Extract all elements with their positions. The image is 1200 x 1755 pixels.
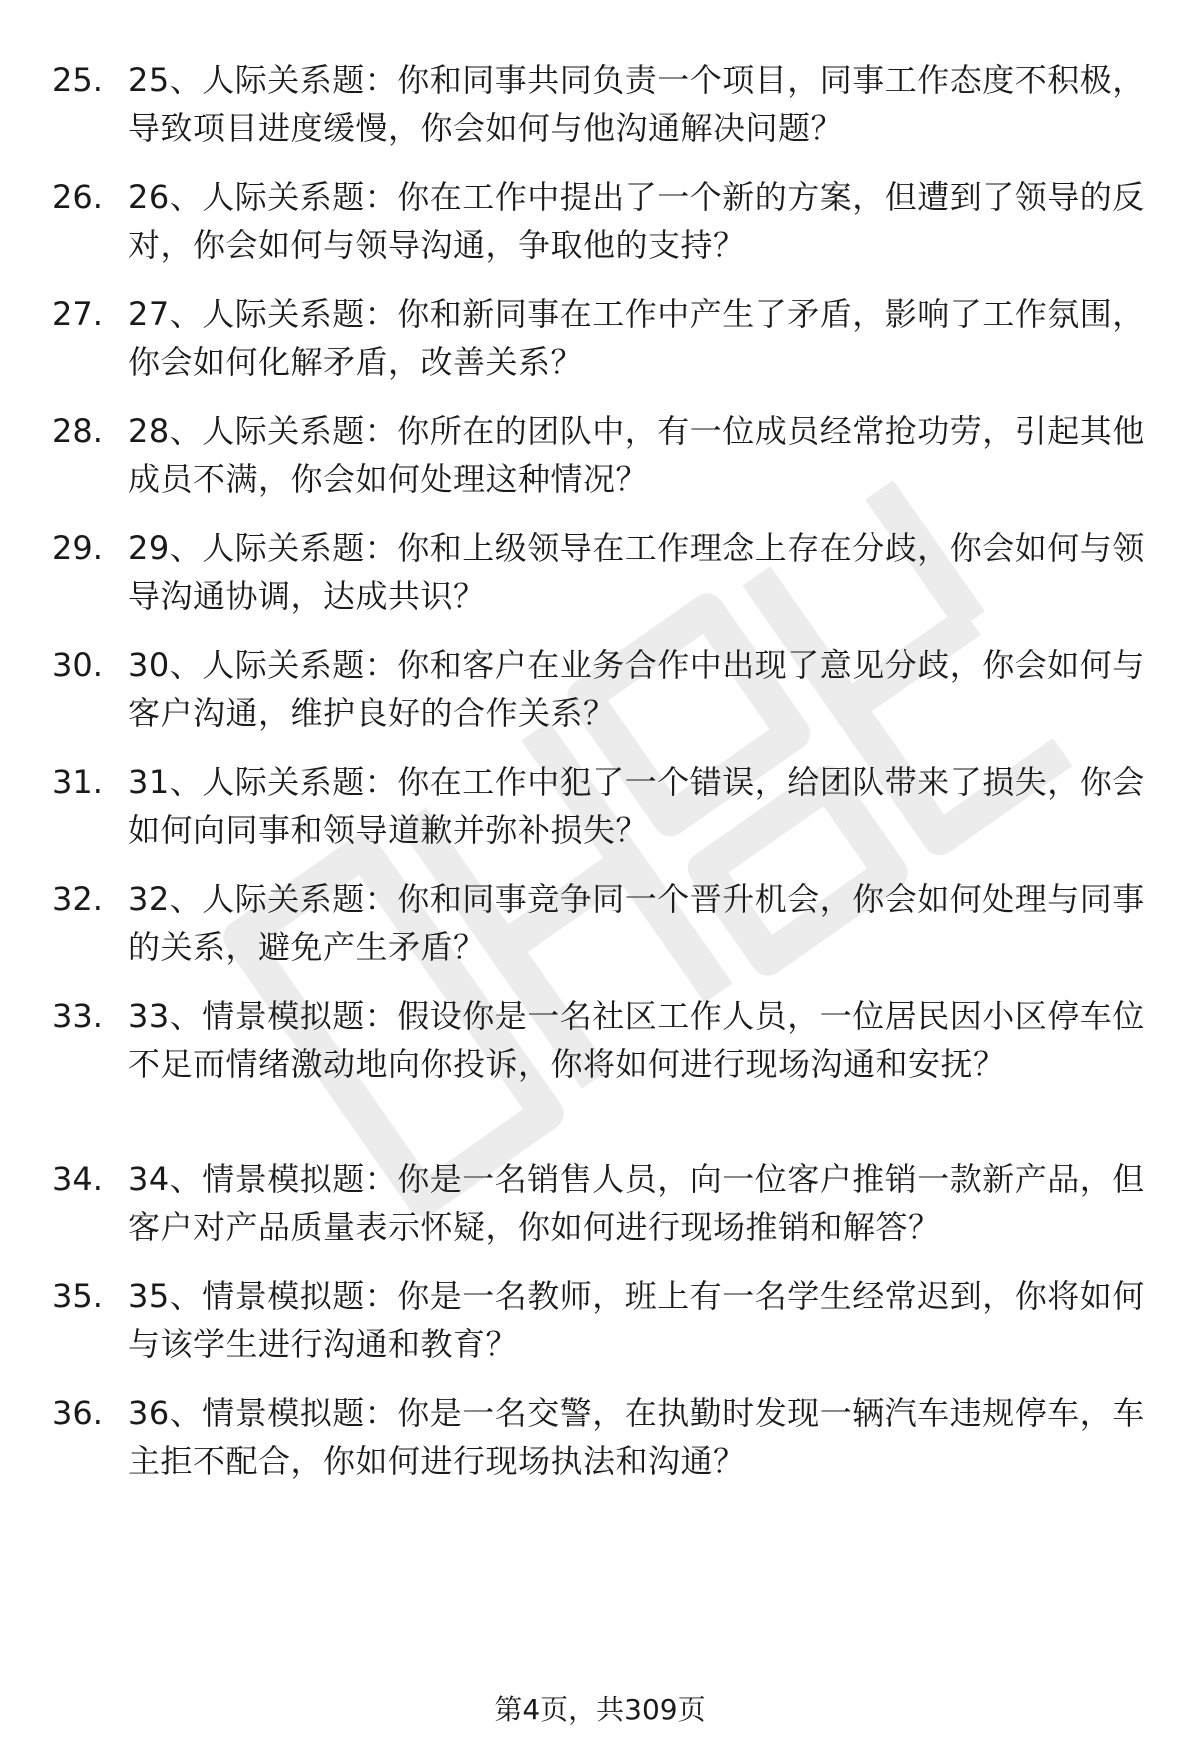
- question-text: 30、人际关系题：你和客户在业务合作中出现了意见分歧，你会如何与客户沟通，维护良好的合作关系？: [128, 646, 1145, 732]
- question-number: 25.: [52, 61, 103, 99]
- question-text: 28、人际关系题：你所在的团队中，有一位成员经常抢功劳，引起其他成员不满，你会如何处理这种情况？: [128, 412, 1145, 498]
- question-number: 36.: [52, 1394, 103, 1432]
- question-text: 32、人际关系题：你和同事竞争同一个晋升机会，你会如何处理与同事的关系，避免产生矛盾？: [128, 880, 1145, 966]
- question-number: 30.: [52, 646, 103, 684]
- question-text: 26、人际关系题：你在工作中提出了一个新的方案，但遭到了领导的反对，你会如何与领导沟通，争取他的支持？: [128, 178, 1145, 264]
- question-number: 29.: [52, 529, 103, 567]
- question-text: 36、情景模拟题：你是一名交警，在执勤时发现一辆汽车违规停车，车主拒不配合，你如何进行现场执法和沟通？: [128, 1394, 1145, 1480]
- question-text: 27、人际关系题：你和新同事在工作中产生了矛盾，影响了工作氛围，你会如何化解矛盾，改善关系？: [128, 295, 1145, 381]
- question-number: 28.: [52, 412, 103, 450]
- question-number: 33.: [52, 997, 103, 1035]
- page-number-footer: 第4页，共309页: [494, 1693, 706, 1726]
- question-text: 31、人际关系题：你在工作中犯了一个错误，给团队带来了损失，你会如何向同事和领导道歉并弥补损失？: [128, 763, 1145, 849]
- question-number: 34.: [52, 1160, 103, 1198]
- question-text: 25、人际关系题：你和同事共同负责一个项目，同事工作态度不积极，导致项目进度缓慢，你会如何与他沟通解决问题？: [128, 61, 1145, 147]
- question-text: 33、情景模拟题：假设你是一名社区工作人员，一位居民因小区停车位不足而情绪激动地向你投诉，你将如何进行现场沟通和安抚？: [128, 997, 1145, 1083]
- question-number: 32.: [52, 880, 103, 918]
- question-number: 35.: [52, 1277, 103, 1315]
- question-number: 26.: [52, 178, 103, 216]
- question-text: 34、情景模拟题：你是一名销售人员，向一位客户推销一款新产品，但客户对产品质量表示怀疑，你如何进行现场推销和解答？: [128, 1160, 1145, 1246]
- question-number: 31.: [52, 763, 103, 801]
- question-number: 27.: [52, 295, 103, 333]
- question-text: 29、人际关系题：你和上级领导在工作理念上存在分歧，你会如何与领导沟通协调，达成共识？: [128, 529, 1145, 615]
- question-text: 35、情景模拟题：你是一名教师，班上有一名学生经常迟到，你将如何与该学生进行沟通和教育？: [128, 1277, 1145, 1363]
